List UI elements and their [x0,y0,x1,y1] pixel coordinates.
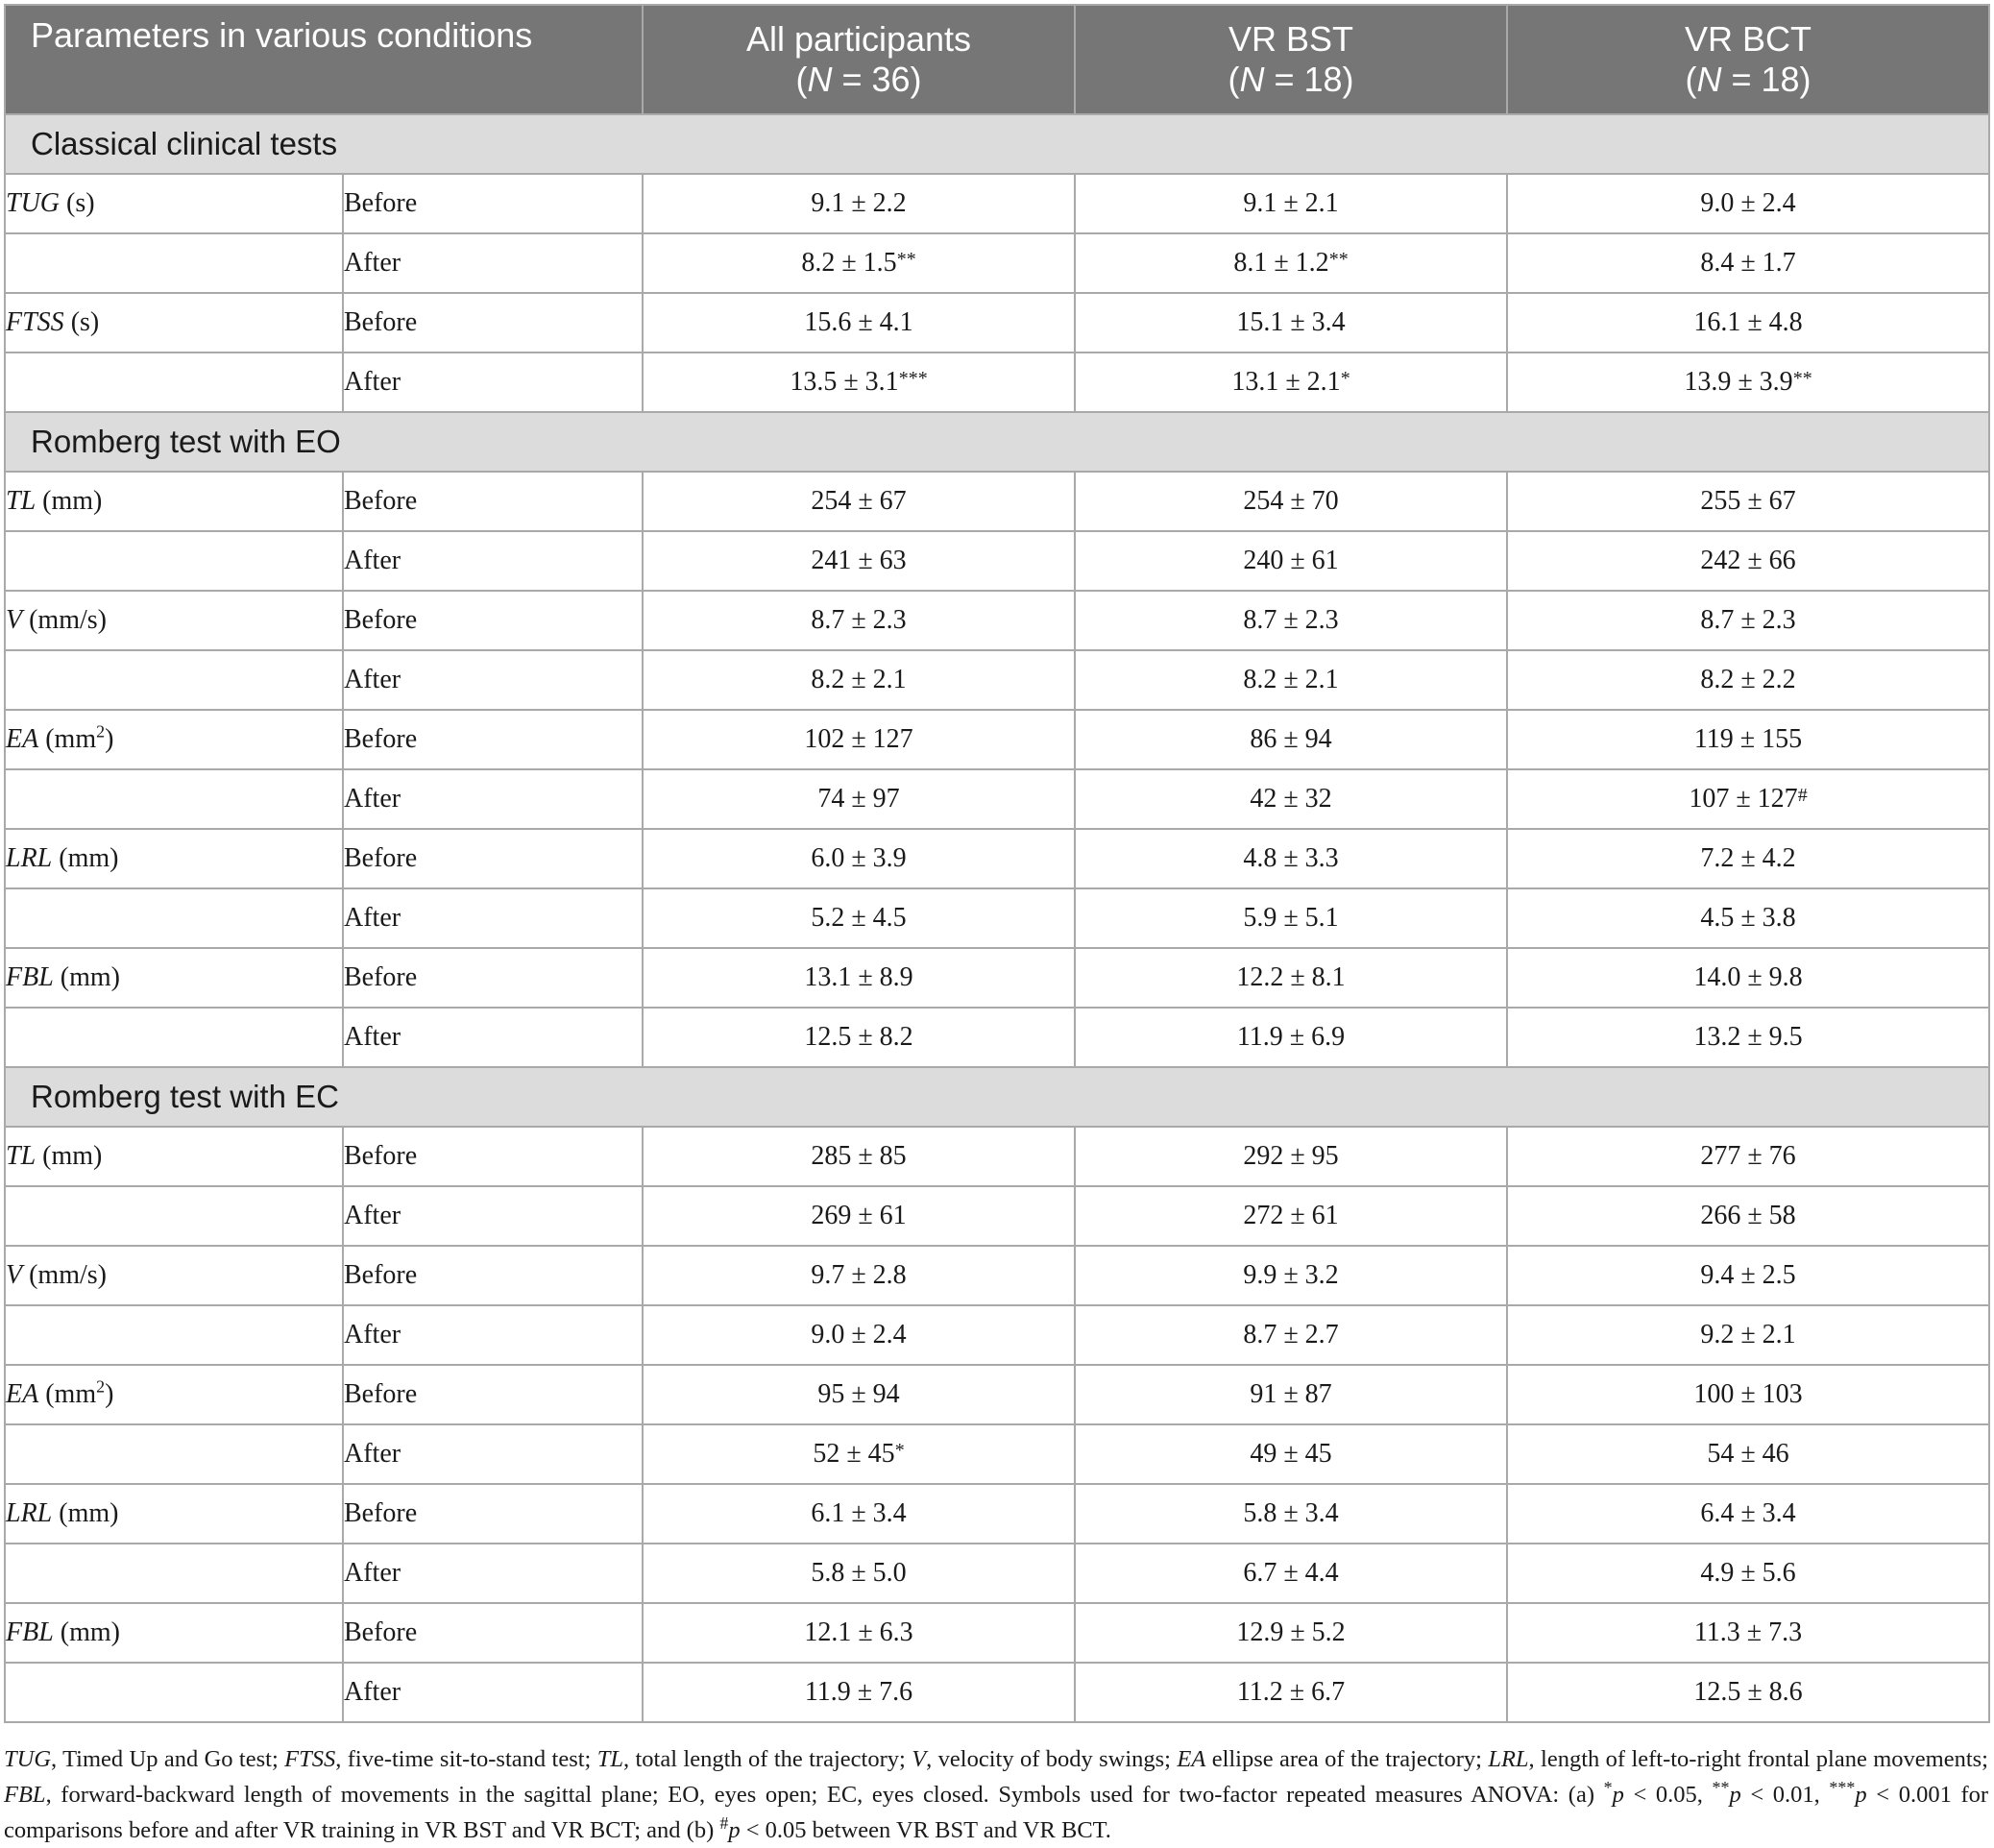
value-cell [1507,888,1989,948]
value-cell [1507,1544,1989,1603]
value-cell [1075,353,1507,412]
parameter-name: TL [6,1141,36,1171]
value-text: 8.7 ± 2.3 [1700,605,1796,635]
value-cell [643,591,1075,650]
results-table [4,4,1990,1723]
table-row [5,591,1989,650]
value-cell [643,174,1075,233]
value-text: 285 ± 85 [811,1141,907,1171]
parameter-cell [5,293,343,353]
table-row [5,829,1989,888]
value-text: 6.1 ± 3.4 [811,1498,907,1528]
timepoint-cell: Before [343,829,643,888]
parameter-unit: (mm/s) [22,1260,107,1290]
value-text: 8.7 ± 2.3 [811,605,907,635]
parameter-name: FTSS [6,307,64,337]
parameter-name: EA [6,1379,39,1409]
value-cell [1507,1246,1989,1305]
table-body [5,114,1989,1722]
footnote-segment: p [1729,1781,1741,1808]
value-cell [1075,1603,1507,1663]
parameter-cell [5,472,343,531]
value-cell [1075,1484,1507,1544]
parameter-cell [5,1603,343,1663]
value-text: 11.3 ± 7.3 [1693,1617,1803,1647]
footnote-segment: TL [596,1745,623,1772]
table-row [5,710,1989,769]
timepoint-cell: After [343,1424,643,1484]
footnote-segment: p [1855,1781,1867,1808]
value-text: 8.1 ± 1.2 [1233,248,1329,278]
parameter-cell [5,829,343,888]
value-text: 277 ± 76 [1700,1141,1796,1171]
value-text: 272 ± 61 [1243,1201,1339,1230]
value-text: 8.2 ± 2.2 [1700,665,1796,694]
value-text: 74 ± 97 [817,784,900,814]
value-cell [1507,1127,1989,1186]
value-cell [1075,233,1507,293]
value-text: 14.0 ± 9.8 [1693,962,1803,992]
value-cell [1507,531,1989,591]
parameter-unit: (mm) [36,1141,103,1171]
parameter-name: LRL [6,1498,53,1528]
table-container [4,4,1988,1723]
value-text: 8.2 ± 2.1 [1243,665,1339,694]
value-cell [1075,769,1507,829]
value-cell [643,1365,1075,1424]
section-title: Romberg test with EO [5,412,1989,472]
value-cell [1507,1008,1989,1067]
value-cell [1507,1424,1989,1484]
unit-superscript: 2 [96,1376,106,1397]
timepoint-cell: After [343,353,643,412]
section-row [5,1067,1989,1127]
parameter-unit: (mm) [52,1498,119,1528]
footnote-segment: # [719,1812,729,1833]
table-row [5,233,1989,293]
parameter-unit-close: ) [105,724,114,754]
footnote-segment: , Timed Up and Go test; [51,1745,285,1772]
group-name: VR BST [1228,19,1354,59]
value-text: 15.6 ± 4.1 [804,307,913,337]
value-text: 8.7 ± 2.3 [1243,605,1339,635]
parameter-cell [5,1544,343,1603]
value-cell [1075,829,1507,888]
group-name: VR BCT [1684,19,1812,59]
value-cell [1075,1246,1507,1305]
header-group-all: All participants (N = 36) [643,5,1075,114]
value-cell [1507,1603,1989,1663]
significance-mark: ** [896,249,916,270]
value-text: 12.5 ± 8.2 [804,1022,913,1052]
value-text: 9.7 ± 2.8 [811,1260,907,1290]
parameter-unit: (s) [63,307,100,337]
value-cell [643,1127,1075,1186]
table-row [5,1424,1989,1484]
value-text: 11.2 ± 6.7 [1236,1677,1346,1707]
value-text: 6.0 ± 3.9 [811,843,907,873]
value-cell [1075,472,1507,531]
table-row [5,1246,1989,1305]
parameter-cell [5,591,343,650]
value-text: 13.5 ± 3.1 [790,367,899,397]
timepoint-cell: After [343,233,643,293]
parameter-cell [5,1663,343,1722]
footnote-segment: *** [1829,1777,1856,1797]
value-text: 13.1 ± 2.1 [1231,367,1341,397]
value-cell [1507,1484,1989,1544]
parameter-cell [5,1484,343,1544]
parameter-cell [5,650,343,710]
section-row [5,114,1989,174]
timepoint-cell: Before [343,1484,643,1544]
parameter-name: TL [6,486,36,516]
value-cell [1075,888,1507,948]
value-cell [1075,174,1507,233]
table-row [5,769,1989,829]
section-row [5,412,1989,472]
parameter-unit: (mm) [52,843,119,873]
parameter-unit: (mm [38,1379,97,1409]
timepoint-cell: After [343,1186,643,1246]
timepoint-cell: After [343,1008,643,1067]
significance-mark: * [1340,368,1350,389]
value-cell [1507,1305,1989,1365]
value-cell [643,1008,1075,1067]
value-text: 8.7 ± 2.7 [1243,1320,1339,1350]
value-cell [1507,353,1989,412]
parameter-cell [5,233,343,293]
value-text: 9.1 ± 2.2 [811,188,907,218]
table-row [5,472,1989,531]
value-text: 254 ± 70 [1243,486,1339,516]
significance-mark: * [894,1440,905,1461]
timepoint-cell: After [343,1663,643,1722]
footnote-segment: < 0.05, [1623,1781,1713,1808]
value-text: 119 ± 155 [1693,724,1803,754]
value-cell [643,1663,1075,1722]
value-text: 254 ± 67 [811,486,907,516]
value-cell [1075,1008,1507,1067]
value-text: 269 ± 61 [811,1201,907,1230]
parameter-unit: (mm) [53,962,120,992]
value-text: 5.2 ± 4.5 [811,903,907,933]
section-title: Romberg test with EC [5,1067,1989,1127]
value-cell [643,472,1075,531]
parameter-cell [5,888,343,948]
value-text: 255 ± 67 [1700,486,1796,516]
value-cell [1075,948,1507,1008]
value-text: 6.4 ± 3.4 [1700,1498,1796,1528]
footnote-segment: LRL [1488,1745,1529,1772]
unit-superscript: 2 [96,721,106,742]
footnote-segment: * [1603,1777,1613,1797]
table-header [5,5,1989,114]
footnote-segment: , five-time sit-to-stand test; [335,1745,597,1772]
timepoint-cell: Before [343,1246,643,1305]
timepoint-cell: After [343,531,643,591]
footnote-segment: , length of left-to-right frontal plane movements; [1528,1745,1988,1772]
value-cell [1507,1365,1989,1424]
significance-mark: ** [1792,368,1812,389]
header-parameters: Parameters in various conditions [5,5,643,114]
footnote-segment: FBL [4,1781,46,1808]
timepoint-cell: After [343,888,643,948]
value-cell [643,888,1075,948]
parameter-unit: (mm/s) [22,605,107,635]
value-cell [1075,1365,1507,1424]
value-cell [1507,233,1989,293]
value-cell [1507,710,1989,769]
value-text: 12.5 ± 8.6 [1693,1677,1803,1707]
value-text: 240 ± 61 [1243,546,1339,575]
value-text: 95 ± 94 [817,1379,900,1409]
footnote-segment: < 0.01, [1740,1781,1830,1808]
value-text: 100 ± 103 [1693,1379,1803,1409]
value-text: 9.2 ± 2.1 [1700,1320,1796,1350]
value-text: 15.1 ± 3.4 [1236,307,1346,337]
value-cell [1507,948,1989,1008]
value-text: 102 ± 127 [804,724,913,754]
footnote-segment: V [912,1745,927,1772]
footnote-segment: ellipse area of the trajectory; [1205,1745,1489,1772]
value-cell [643,353,1075,412]
significance-mark: ** [1328,249,1349,270]
value-cell [1075,591,1507,650]
value-text: 266 ± 58 [1700,1201,1796,1230]
table-row [5,948,1989,1008]
value-cell [643,769,1075,829]
value-cell [643,1544,1075,1603]
value-text: 52 ± 45 [813,1439,895,1469]
value-text: 292 ± 95 [1243,1141,1339,1171]
timepoint-cell: Before [343,1603,643,1663]
value-cell [1075,710,1507,769]
value-text: 5.8 ± 5.0 [811,1558,907,1588]
footnote-segment: FTSS [284,1745,336,1772]
parameter-cell [5,948,343,1008]
parameter-cell [5,1008,343,1067]
table-row [5,1305,1989,1365]
table-row [5,1365,1989,1424]
table-row [5,1663,1989,1722]
parameter-unit: (mm [38,724,97,754]
table-row [5,531,1989,591]
table-row [5,1484,1989,1544]
value-text: 13.1 ± 8.9 [804,962,913,992]
parameter-cell [5,1305,343,1365]
value-text: 9.1 ± 2.1 [1243,188,1339,218]
parameter-name: V [6,1260,23,1290]
value-text: 12.9 ± 5.2 [1236,1617,1346,1647]
value-cell [643,293,1075,353]
parameter-name: FBL [6,1617,54,1647]
parameter-unit-close: ) [105,1379,114,1409]
value-text: 86 ± 94 [1250,724,1332,754]
parameter-name: TUG [6,188,61,218]
value-cell [1507,591,1989,650]
parameter-cell [5,174,343,233]
parameter-cell [5,531,343,591]
parameter-cell [5,1186,343,1246]
parameter-cell [5,1365,343,1424]
value-text: 8.4 ± 1.7 [1700,248,1796,278]
value-text: 8.2 ± 2.1 [811,665,907,694]
parameter-name: FBL [6,962,54,992]
value-text: 4.8 ± 3.3 [1243,843,1339,873]
value-cell [1507,174,1989,233]
value-text: 49 ± 45 [1250,1439,1332,1469]
value-text: 5.8 ± 3.4 [1243,1498,1339,1528]
timepoint-cell: After [343,769,643,829]
footnote-segment: , forward-backward length of movements in the sagittal plane; EO, eyes open; EC, eyes closed. Symbols used for two-factor repeated measures ANOVA: (a) [45,1781,1604,1808]
timepoint-cell: After [343,1305,643,1365]
table-row [5,353,1989,412]
value-cell [1075,1663,1507,1722]
timepoint-cell: Before [343,1127,643,1186]
parameter-name: EA [6,724,39,754]
parameter-cell [5,1127,343,1186]
timepoint-cell: After [343,1544,643,1603]
value-text: 241 ± 63 [811,546,907,575]
value-cell [643,233,1075,293]
value-text: 107 ± 127 [1689,784,1798,814]
value-cell [643,1186,1075,1246]
value-text: 9.0 ± 2.4 [1700,188,1796,218]
value-cell [1075,1127,1507,1186]
section-title: Classical clinical tests [5,114,1989,174]
footnote-segment: p [728,1816,741,1843]
value-text: 8.2 ± 1.5 [801,248,897,278]
timepoint-cell: Before [343,591,643,650]
footnote-segment: TUG [4,1745,52,1772]
value-text: 13.2 ± 9.5 [1693,1022,1803,1052]
timepoint-cell: Before [343,174,643,233]
value-cell [643,1305,1075,1365]
timepoint-cell: Before [343,1365,643,1424]
value-text: 91 ± 87 [1250,1379,1332,1409]
value-text: 54 ± 46 [1707,1439,1789,1469]
value-cell [1075,1305,1507,1365]
value-cell [643,710,1075,769]
value-cell [1507,650,1989,710]
timepoint-cell: After [343,650,643,710]
value-cell [1507,769,1989,829]
value-text: 4.9 ± 5.6 [1700,1558,1796,1588]
table-row [5,293,1989,353]
footnote-segment: p [1612,1781,1624,1808]
value-text: 9.0 ± 2.4 [811,1320,907,1350]
table-row [5,888,1989,948]
parameter-unit: (mm) [53,1617,120,1647]
value-text: 242 ± 66 [1700,546,1796,575]
footnote-segment: < 0.05 between VR BST and VR BCT. [740,1816,1111,1843]
value-text: 12.1 ± 6.3 [804,1617,913,1647]
value-cell [1507,829,1989,888]
parameter-cell [5,1246,343,1305]
table-row [5,1186,1989,1246]
table-footnote [4,1741,1988,1848]
value-text: 4.5 ± 3.8 [1700,903,1796,933]
footnote-segment: < 0.001 for comparisons before and after VR training in VR BST and VR BCT; and (b) [4,1781,1989,1843]
value-text: 6.7 ± 4.4 [1243,1558,1339,1588]
value-cell [643,1603,1075,1663]
value-cell [1507,472,1989,531]
significance-mark: # [1797,785,1808,806]
timepoint-cell: Before [343,293,643,353]
parameter-cell [5,353,343,412]
header-group-bct: VR BCT (N = 18) [1507,5,1989,114]
timepoint-cell: Before [343,948,643,1008]
value-text: 11.9 ± 7.6 [804,1677,913,1707]
group-name: All participants [745,19,972,59]
value-cell [643,531,1075,591]
timepoint-cell: Before [343,472,643,531]
value-cell [643,829,1075,888]
parameter-unit: (s) [60,188,95,218]
value-text: 7.2 ± 4.2 [1700,843,1796,873]
parameter-cell [5,710,343,769]
footnote-segment: , total length of the trajectory; [623,1745,912,1772]
value-cell [1075,1544,1507,1603]
parameter-unit: (mm) [36,486,103,516]
parameter-name: V [6,605,23,635]
parameter-cell [5,769,343,829]
value-text: 16.1 ± 4.8 [1693,307,1803,337]
value-text: 42 ± 32 [1250,784,1332,814]
parameter-name: LRL [6,843,53,873]
value-cell [1507,1663,1989,1722]
footnote-segment: ** [1712,1777,1730,1797]
value-text: 5.9 ± 5.1 [1243,903,1339,933]
table-row [5,1127,1989,1186]
value-cell [643,948,1075,1008]
table-row [5,650,1989,710]
value-cell [643,1424,1075,1484]
value-cell [1507,293,1989,353]
table-row [5,174,1989,233]
value-text: 12.2 ± 8.1 [1236,962,1346,992]
table-row [5,1544,1989,1603]
table-row [5,1603,1989,1663]
timepoint-cell: Before [343,710,643,769]
value-cell [1075,650,1507,710]
value-text: 9.4 ± 2.5 [1700,1260,1796,1290]
parameter-cell [5,1424,343,1484]
value-cell [1075,1424,1507,1484]
value-cell [643,1246,1075,1305]
value-text: 11.9 ± 6.9 [1236,1022,1346,1052]
significance-mark: *** [898,368,928,389]
value-cell [1075,293,1507,353]
footnote-segment: EA [1177,1745,1206,1772]
value-cell [643,650,1075,710]
header-group-bst: VR BST (N = 18) [1075,5,1507,114]
value-cell [1075,1186,1507,1246]
value-cell [1507,1186,1989,1246]
value-cell [643,1484,1075,1544]
value-text: 13.9 ± 3.9 [1684,367,1793,397]
footnote-segment: , velocity of body swings; [926,1745,1178,1772]
table-row [5,1008,1989,1067]
value-text: 9.9 ± 3.2 [1243,1260,1339,1290]
value-cell [1075,531,1507,591]
